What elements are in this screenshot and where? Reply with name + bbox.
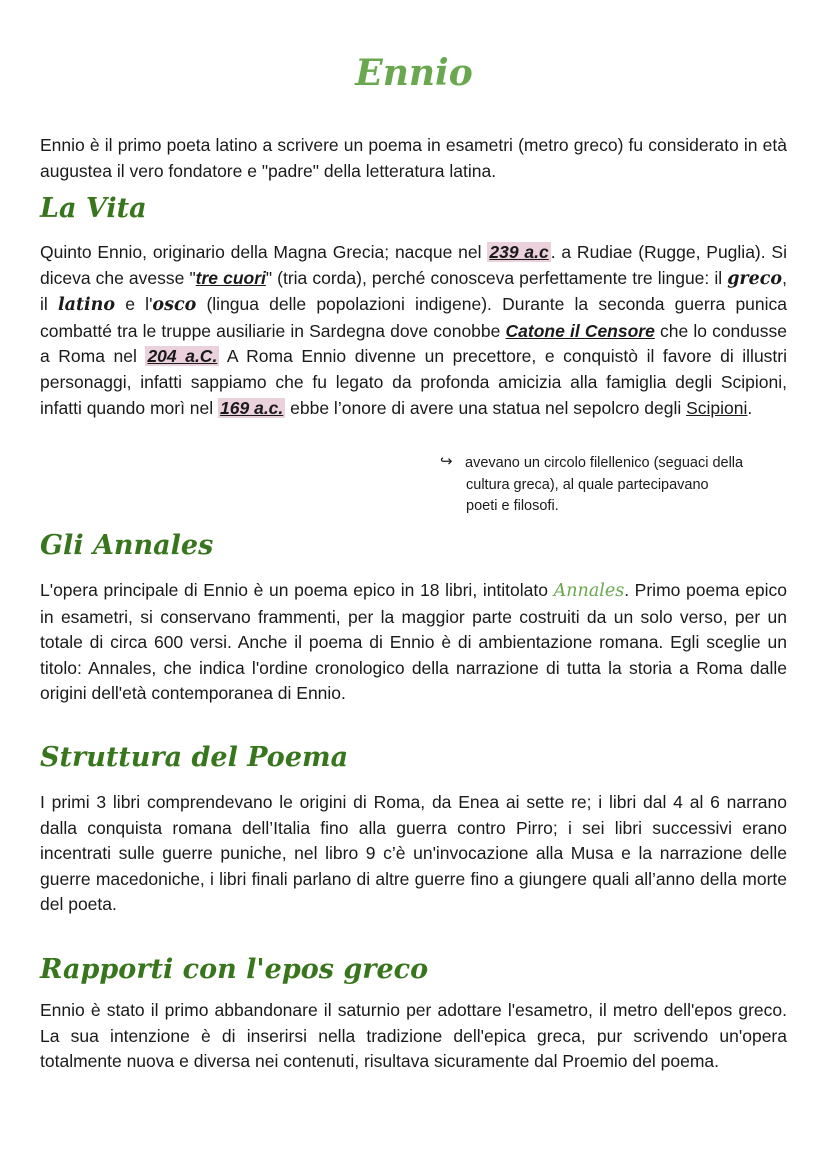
curved-arrow-icon: ↪	[440, 453, 453, 470]
section-heading-annales: Gli Annales	[40, 530, 214, 561]
struttura-paragraph: I primi 3 libri comprendevano le origini di Roma, da Enea ai sette re; i libri dal 4 al 6 narrano dalla conquista romana dell’Italia fino alla guerra contro Pirro; i sei libri successivi erano incentrati sulle guerre puniche, nel libro 9 c’è un'invocazione alla Musa e la narrazione delle guerre macedoniche, i libri finali parlano di altre guerre fino a giungere quali all’anno della morte del poeta.	[40, 792, 787, 915]
scipioni-side-note	[440, 453, 790, 518]
death-date-highlight: 169 a.c.	[220, 397, 284, 418]
vita-paragraph: Quinto Ennio, originario della Magna Grecia; nacque nel 239 a.c . a Rudiae (Rugge, Puglia). Si diceva che avesse "tre cuori" (tria corda), perché conosceva perfettamente tre lingue: il greco, il latino e l'osco (lingua delle popolazioni indigene). Durante la seconda guerra punica combatté tra le truppe ausiliarie in Sardegna dove conobbe Catone il Censore che lo condusse a Roma nel 204 a.C. A Roma Ennio divenne un precettore, e conquistò il favore di illustri personaggi, infatti sappiamo che fu legato da profonda amicizia alla famiglia degli Scipioni, infatti quando morì nel 169 a.c. ebbe l’onore di avere una statua nel sepolcro degli Scipioni.	[40, 242, 788, 418]
rome-date-highlight: 204 a.C.	[147, 346, 218, 367]
annales-paragraph: L'opera principale di Ennio è un poema epico in 18 libri, intitolato Annales. Primo poema epico in esametri, si conservano frammenti, per la maggior parte costruiti da un solo verso, per un totale di circa 600 versi. Anche il poema di Ennio è di ambientazione romana. Egli sceglie un titolo: Annales, che indica l'ordine cronologico della narrazione di tutta la storia a Roma dalle origini dell'età contemporanea di Ennio.	[40, 580, 787, 704]
scipioni-underlined: Scipioni	[686, 397, 748, 418]
greco-word: greco	[727, 268, 783, 289]
note-line: cultura greca), al quale partecipavano	[466, 476, 709, 493]
note-line: avevano un circolo filellenico (seguaci della	[465, 455, 744, 471]
tre-cuori-emphasis: tre cuori	[195, 267, 266, 288]
section-heading-rapporti: Rapporti con l'epos greco	[40, 954, 429, 985]
rapporti-paragraph: Ennio è stato il primo abbandonare il saturnio per adottare l'esametro, il metro dell'epos greco. La sua intenzione è di inserirsi nella tradizione dell'epica greca, pur scrivendo un'opera totalmente nuova e diversa nei contenuti, risultava sicuramente dal Proemio del poema.	[40, 1000, 787, 1072]
osco-word: osco	[152, 295, 197, 316]
section-heading-vita: La Vita	[40, 193, 147, 224]
note-line: poeti e filosofi.	[466, 498, 559, 514]
section-heading-struttura: Struttura del Poema	[40, 742, 349, 773]
latino-word: latino	[57, 295, 116, 316]
birth-date-highlight: 239 a.c	[489, 242, 549, 262]
intro-paragraph: Ennio è il primo poeta latino a scrivere un poema in esametri (metro greco) fu considerato in età augustea il vero fondatore e "padre" della letteratura latina.	[40, 135, 787, 181]
page-title: Ennio	[355, 52, 473, 94]
annales-title-word: Annales	[553, 581, 625, 601]
catone-emphasis: Catone il Censore	[505, 320, 655, 341]
